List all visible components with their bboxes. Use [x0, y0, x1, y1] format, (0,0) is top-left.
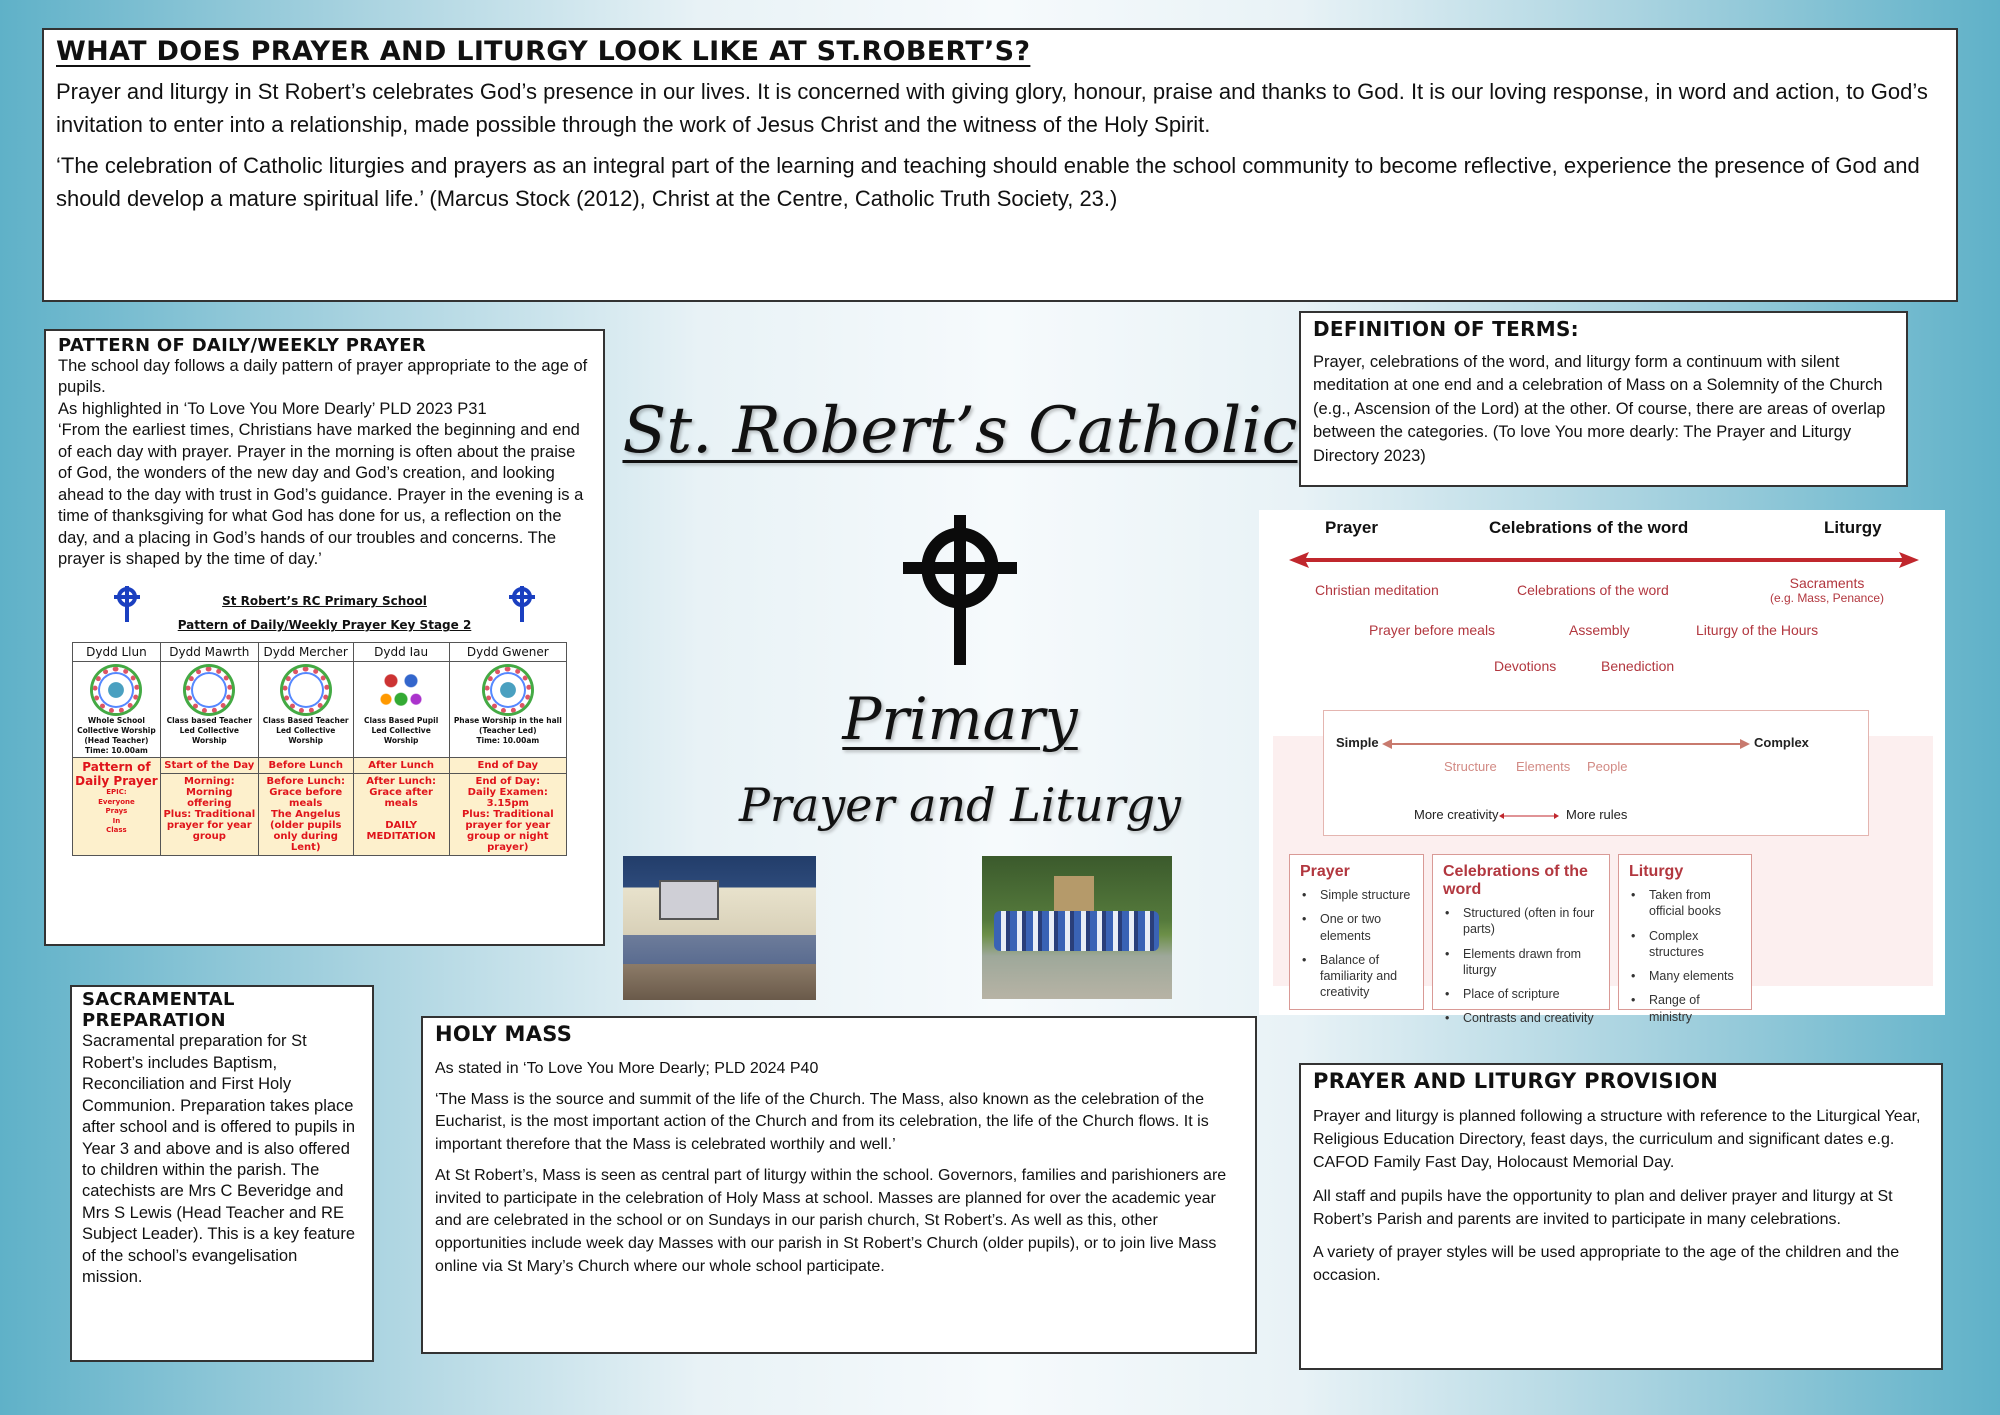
card-point: • Many elements	[1629, 968, 1741, 984]
continuum-header-prayer: Prayer	[1325, 518, 1378, 537]
worship-caption: Phase Worship in the hall (Teacher Led) Time: 10.00am	[453, 716, 562, 745]
table-cell	[449, 662, 566, 758]
sacramental-heading: SACRAMENTAL PREPARATION	[82, 989, 235, 1031]
continuum-item: Prayer before meals	[1369, 622, 1496, 638]
pupils-group	[994, 911, 1159, 951]
card-point: • Structured (often in four parts)	[1443, 905, 1599, 938]
day-header: Dydd Iau	[353, 643, 449, 662]
continuum-item	[1737, 575, 1917, 605]
sacramental-panel	[70, 985, 374, 1362]
card-title: Prayer	[1300, 863, 1350, 880]
time-heading: Before Lunch	[258, 758, 353, 774]
card-point: • Taken from official books	[1629, 887, 1741, 920]
worship-caption: Class based Teacher Led Collective Worship	[166, 716, 253, 745]
definition-heading: DEFINITION OF TERMS:	[1313, 317, 1579, 341]
worship-caption: Whole School Collective Worship (Head Teacher) Time: 10.00am	[77, 716, 156, 755]
time-heading: Start of the Day	[160, 758, 258, 774]
photo-collective-worship-hall	[623, 856, 816, 1000]
sacramental-text: Sacramental preparation for St Robert’s includes Baptism, Reconciliation and First Holy Communion. Preparation takes place after school and is offered to pupils in Year 3 and above and is also offered to children within the parish. The catechists are Mrs C Beveridge and Mrs S Lewis (Head Teacher and RE Subject Leader). This is a key feature of the school’s evangelisation mission.	[82, 1032, 356, 1287]
complexity-scale	[1323, 710, 1869, 836]
holy-mass-panel	[421, 1016, 1257, 1354]
table-row-worship	[73, 662, 567, 758]
provision-paragraph: All staff and pupils have the opportunity to plan and deliver prayer and liturgy at St Robert’s Parish and parents are invited to participate in many celebrations.	[1313, 1187, 1893, 1228]
intro-heading: WHAT DOES PRAYER AND LITURGY LOOK LIKE AT ST.ROBERT’S?	[56, 36, 1031, 67]
pattern-heading: PATTERN OF DAILY/WEEKLY PRAYER	[58, 335, 427, 356]
pattern-panel	[44, 329, 605, 946]
projector-screen	[659, 880, 719, 920]
daily-prayer-label: Pattern of Daily Prayer	[75, 760, 158, 789]
scale-arrow-icon	[1382, 738, 1750, 750]
worship-caption: Class Based Teacher Led Collective Worship	[262, 716, 349, 745]
photo-pupils-at-shrine	[982, 856, 1172, 999]
table-cell	[160, 662, 258, 758]
holy-mass-heading: HOLY MASS	[435, 1022, 573, 1046]
category-card-liturgy	[1618, 854, 1752, 1024]
continuum-header-liturgy: Liturgy	[1824, 518, 1882, 537]
card-point: • Range of ministry	[1629, 992, 1741, 1025]
card-point: • Place of scripture	[1443, 986, 1599, 1002]
intro-panel	[42, 28, 1958, 302]
epic-label: EPIC: Everyone Prays In Class	[98, 788, 135, 835]
continuum-item: Benediction	[1601, 658, 1675, 674]
table-cell	[73, 758, 161, 856]
card-point: • One or two elements	[1300, 911, 1413, 944]
children-group-icon	[376, 667, 426, 713]
intro-quote: ‘The celebration of Catholic liturgies and prayers as an integral part of the learning and teaching should enable the school community to become reflective, experience the presence of God and should develop a mature spiritual life.’ (Marcus Stock (2012), Christ at the Centre, Catholic Truth Society, 23.)	[56, 153, 1920, 211]
time-heading: After Lunch	[353, 758, 449, 774]
scale-aspect: Elements	[1516, 759, 1571, 774]
scale-complex-label: Complex	[1754, 735, 1809, 750]
day-header: Dydd Gwener	[449, 643, 566, 662]
card-title: Celebrations of the word	[1443, 863, 1588, 898]
continuum-item: Assembly	[1569, 622, 1630, 638]
time-detail: End of Day: Daily Examen: 3.15pm Plus: Traditional prayer for year group or night prayer)	[449, 774, 566, 856]
children-circle-icon	[283, 667, 329, 713]
scale-simple-label: Simple	[1336, 735, 1379, 750]
table-row-days	[73, 643, 567, 662]
prayer-liturgy-continuum-diagram	[1259, 510, 1945, 1026]
day-header: Dydd Mercher	[258, 643, 353, 662]
small-double-arrow-icon	[1499, 812, 1559, 820]
prayer-liturgy-title: Prayer and Liturgy	[738, 778, 1182, 832]
provision-heading: PRAYER AND LITURGY PROVISION	[1313, 1069, 1719, 1093]
card-point: • Balance of familiarity and creativity	[1300, 952, 1413, 1001]
holy-mass-source: As stated in ‘To Love You More Dearly; PLD 2024 P40	[435, 1060, 819, 1077]
worship-caption: Class Based Pupil Led Collective Worship	[363, 716, 439, 745]
blue-celtic-cross-icon	[507, 586, 537, 622]
continuum-item: Liturgy of the Hours	[1696, 622, 1819, 638]
table-cell	[258, 662, 353, 758]
day-header: Dydd Llun	[73, 643, 161, 662]
continuum-item-sacraments-note: (e.g. Mass, Penance)	[1769, 591, 1885, 605]
more-rules-label: More rules	[1566, 807, 1628, 822]
weekly-prayer-table	[72, 642, 567, 856]
card-point: • Simple structure	[1300, 887, 1413, 903]
children-circle-icon	[186, 667, 232, 713]
double-arrow-icon	[1289, 550, 1919, 570]
time-detail: After Lunch: Grace after meals DAILY MEDITATION	[353, 774, 449, 856]
continuum-item-sacraments: Sacraments	[1789, 575, 1865, 591]
globe-children-circle-icon	[485, 667, 531, 713]
holy-mass-quote: ‘The Mass is the source and summit of the life of the Church. The Mass, also known as the celebration of the Eucharist, is the most important action of the Church and from its celebration, the life of the Church flows. It is important therefore that the Mass is celebrated worthily and well.’	[435, 1090, 1209, 1154]
more-creativity-label: More creativity	[1414, 807, 1499, 822]
intro-paragraph: Prayer and liturgy in St Robert’s celebrates God’s presence in our lives. It is concerned with giving glory, honour, praise and thanks to God. It is our loving response, in word and action, to God’s invitation to enter into a relationship, made possible through the work of Jesus Christ and the witness of the Holy Spirit.	[56, 79, 1928, 137]
pattern-text: The school day follows a daily pattern of prayer appropriate to the age of pupils. As highlighted in ‘To Love You More Dearly’ PLD 2023 P31 ‘From the earliest times, Christians have marked the beginning and end of each day with prayer. Prayer in the morning is often about the praise of God, the wonders of the new day and God’s creation, and looking ahead to the day with trust in God’s guidance. Prayer in the evening is a time of thanksgiving for what God has done for us, a reflection on the day, and a placing in God’s hands of our troubles and concerns. The prayer is shaped by the time of day.’	[58, 357, 588, 568]
holy-mass-text: At St Robert’s, Mass is seen as central part of liturgy within the school. Governors, families and parishioners are invited to participate in the celebration of Holy Mass at school. Masses are planned for over the academic year and are celebrated in the school or on Sundays in our parish church, St Robert’s. As well as this, other opportunities include week day Masses with our parish in St Robert’s Church (older pupils), or to join live Mass online via St Mary’s Church where our whole school participate.	[435, 1166, 1227, 1275]
timetable-school-name: St Robert’s RC Primary School	[222, 594, 427, 609]
time-detail: Before Lunch: Grace before meals The Angelus (older pupils only during Lent)	[258, 774, 353, 856]
table-cell	[73, 662, 161, 758]
provision-panel	[1299, 1063, 1943, 1370]
continuum-item: Celebrations of the word	[1517, 582, 1669, 598]
category-card-prayer	[1289, 854, 1424, 1010]
provision-paragraph: Prayer and liturgy is planned following a structure with reference to the Liturgical Year, Religious Education Directory, feast days, the curriculum and significant dates e.g. CAFOD Family Fast Day, Holocaust Memorial Day.	[1313, 1108, 1921, 1172]
provision-paragraph: A variety of prayer styles will be used appropriate to the age of the children and the occasion.	[1313, 1243, 1900, 1285]
time-detail: Morning: Morning offering Plus: Traditional prayer for year group	[160, 774, 258, 856]
scale-aspect: Structure	[1444, 759, 1497, 774]
time-heading: End of Day	[449, 758, 566, 774]
card-point: • Contrasts and creativity	[1443, 1010, 1599, 1026]
table-row-times	[73, 758, 567, 774]
globe-children-circle-icon	[93, 667, 139, 713]
definition-panel	[1299, 311, 1908, 487]
celtic-cross-icon	[903, 515, 1017, 665]
card-title: Liturgy	[1629, 863, 1684, 880]
category-card-celebrations	[1432, 854, 1610, 1026]
continuum-item: Devotions	[1494, 658, 1557, 674]
card-point: • Elements drawn from liturgy	[1443, 946, 1599, 979]
table-cell	[353, 662, 449, 758]
primary-title: Primary	[842, 685, 1078, 753]
timetable-title: Pattern of Daily/Weekly Prayer Key Stage 2	[177, 618, 472, 633]
scale-aspect: People	[1587, 759, 1628, 774]
definition-text: Prayer, celebrations of the word, and liturgy form a continuum with silent meditation at one end and a celebration of Mass on a Solemnity of the Church (e.g., Ascension of the Lord) at the other. Of course, there are areas of overlap between the categories. (To love You more dearly: The Prayer and Liturgy Directory 2023)	[1313, 353, 1886, 465]
school-title: St. Robert’s Catholic	[622, 394, 1298, 468]
day-header: Dydd Mawrth	[160, 643, 258, 662]
blue-celtic-cross-icon	[112, 586, 142, 622]
prayer-timetable	[58, 594, 591, 856]
continuum-header-celebrations: Celebrations of the word	[1489, 518, 1689, 537]
card-point: • Complex structures	[1629, 928, 1741, 961]
continuum-item: Christian meditation	[1315, 582, 1439, 598]
